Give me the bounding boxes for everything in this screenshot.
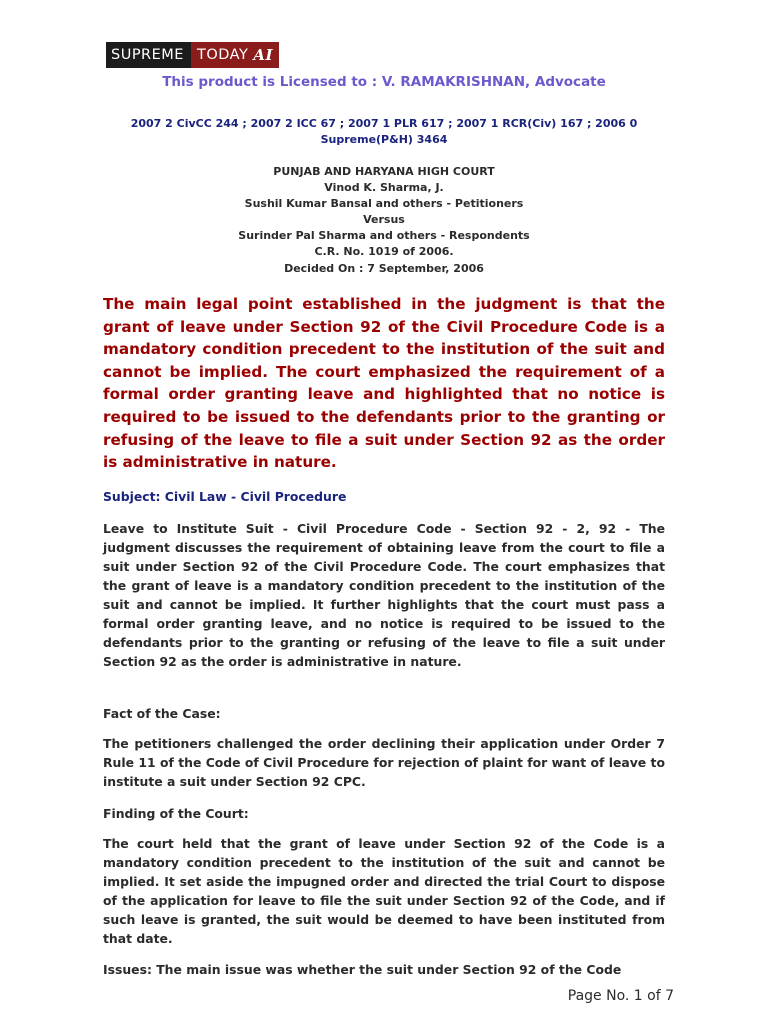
headnote: The main legal point established in the judgment is that the grant of leave under Section 92 of the Civil Procedure Code is a mandatory condition precedent to the institution of the suit and cannot be implied. The court emphasized the requirement of a formal order granting leave and highlighted that no notice is required to be issued to the defendants prior to the granting or refusing of the leave to file a suit under Section 92 as the order is administrative in nature. bbox=[103, 295, 665, 472]
logo-supreme-text: SUPREME bbox=[111, 47, 184, 63]
fact-heading: Fact of the Case: bbox=[103, 706, 221, 721]
logo-supreme bbox=[106, 42, 191, 68]
logo-today-text: TODAY bbox=[196, 47, 249, 63]
issues-paragraph: Issues: The main issue was whether the suit under Section 92 of the Code bbox=[103, 962, 622, 977]
judge-name: Vinod K. Sharma, J. bbox=[324, 181, 444, 195]
case-number: C.R. No. 1019 of 2006. bbox=[314, 245, 454, 259]
finding-paragraph: The court held that the grant of leave under Section 92 of the Code is a mandatory condition precedent to the institution of the suit and cannot be implied. It set aside the impugned order and directed the trial Court to dispose of the application for leave to file the suit under Section 92 of the Code, and if such leave is granted, the suit would be deemed to have been instituted from that date. bbox=[103, 836, 665, 946]
logo-ai-text: AI bbox=[253, 46, 273, 64]
license-notice: This product is Licensed to : V. RAMAKRISHNAN, Advocate bbox=[162, 74, 606, 90]
court-name: PUNJAB AND HARYANA HIGH COURT bbox=[273, 165, 495, 178]
logo-today bbox=[191, 42, 279, 68]
summary-paragraph: Leave to Institute Suit - Civil Procedure Code - Section 92 - 2, 92 - The judgment discusses the requirement of obtaining leave from the court to file a suit under Section 92 of the Civil Procedure Code. The court emphasizes that the grant of leave is a mandatory condition precedent to the institution of the suit and cannot be implied. It further highlights that the court must pass a formal order granting leave, and no notice is required to be issued to the defendants prior to the granting or refusing of the leave to file a suit under Section 92 as the order is administrative in nature. bbox=[103, 521, 665, 669]
citation: 2007 2 CivCC 244 ; 2007 2 ICC 67 ; 2007 1 PLR 617 ; 2007 1 RCR(Civ) 167 ; 2006 0 Supreme(P&H) 3464 bbox=[130, 117, 638, 146]
page-number: Page No. 1 of 7 bbox=[567, 988, 674, 1004]
respondents: Surinder Pal Sharma and others - Respondents bbox=[238, 229, 530, 243]
versus: Versus bbox=[363, 213, 405, 227]
petitioners: Sushil Kumar Bansal and others - Petitioners bbox=[244, 197, 524, 211]
brand-logo bbox=[106, 42, 279, 68]
finding-heading: Finding of the Court: bbox=[103, 806, 249, 821]
subject-line: Subject: Civil Law - Civil Procedure bbox=[103, 489, 347, 504]
court-details bbox=[0, 164, 768, 277]
decided-date: Decided On : 7 September, 2006 bbox=[284, 261, 484, 275]
fact-paragraph: The petitioners challenged the order declining their application under Order 7 Rule 11 of the Code of Civil Procedure for rejection of plaint for want of leave to institute a suit under Section 92 CPC. bbox=[103, 736, 665, 789]
